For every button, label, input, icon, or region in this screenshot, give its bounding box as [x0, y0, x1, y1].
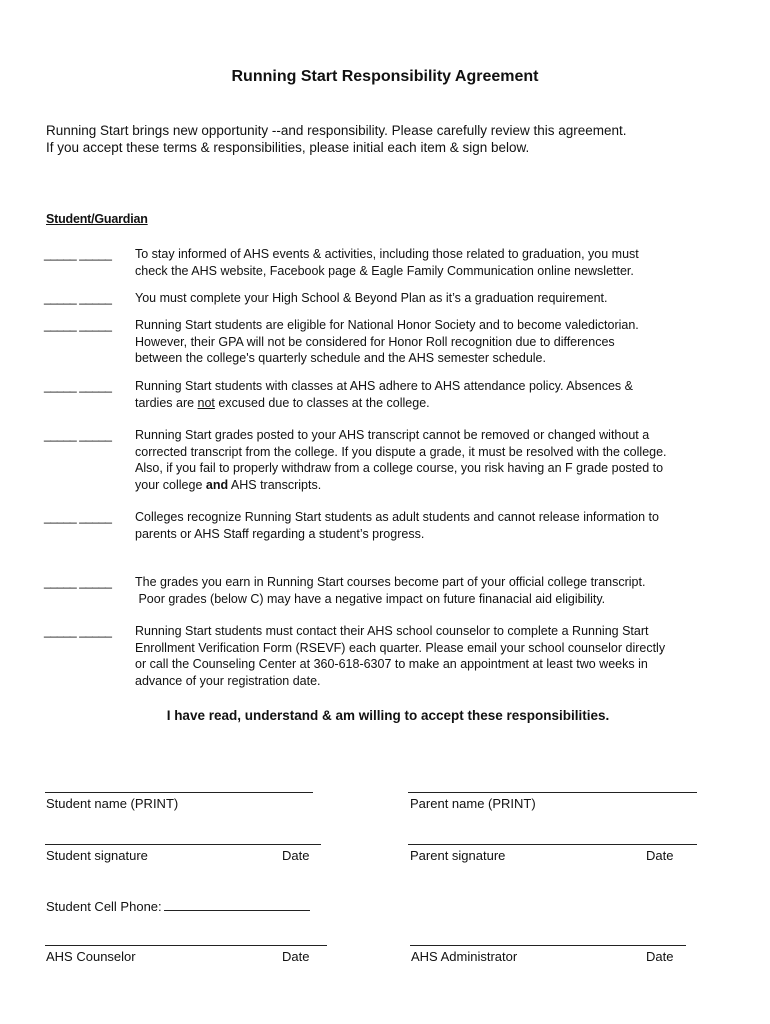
item-text-segment: AHS transcripts.	[228, 477, 322, 492]
student-cell-phone-row	[46, 898, 310, 914]
item-line: Running Start grades posted to your AHS transcript cannot be removed or changed without a	[135, 428, 650, 442]
initials-blank[interactable]: _____ _____	[44, 624, 112, 638]
initials-blank[interactable]: _____ _____	[44, 428, 112, 442]
ahs-counselor-label: AHS Counselor	[46, 949, 136, 964]
initials-blank[interactable]: _____ _____	[44, 291, 112, 305]
item-line: check the AHS website, Facebook page & Eagle Family Communication online newsletter.	[135, 263, 634, 278]
student-signature-label: Student signature	[46, 848, 148, 863]
parent-signature-line[interactable]	[408, 844, 697, 845]
item-line: or call the Counseling Center at 360-618-6307 to make an appointment at least two weeks in	[135, 657, 648, 672]
ahs-counselor-line[interactable]	[45, 945, 327, 946]
item-line: parents or AHS Staff regarding a student’s progress.	[135, 526, 425, 541]
intro-paragraph	[46, 122, 746, 156]
item-line: advance of your registration date.	[135, 673, 321, 688]
administrator-date-label: Date	[646, 949, 674, 964]
item-text	[135, 317, 735, 367]
underlined-word: not	[197, 395, 215, 410]
item-line	[135, 395, 735, 412]
item-text-segment: excused due to classes at the college.	[214, 395, 430, 410]
item-text	[135, 427, 735, 493]
section-heading-student-guardian: Student/Guardian	[46, 212, 148, 226]
intro-line-2: If you accept these terms & responsibilities, please initial each item & sign below.	[46, 140, 530, 155]
item-line: You must complete your High School & Beyond Plan as it’s a graduation requirement.	[135, 291, 608, 305]
item-line: However, their GPA will not be considered for Honor Roll recognition due to differences	[135, 334, 615, 349]
parent-signature-label: Parent signature	[410, 848, 506, 863]
student-cell-phone-field[interactable]	[164, 898, 310, 911]
item-line: Colleges recognize Running Start students as adult students and cannot release information to	[135, 510, 659, 524]
item-text-segment: tardies are	[135, 395, 198, 410]
acceptance-statement: I have read, understand & am willing to accept these responsibilities.	[166, 708, 610, 723]
item-text	[135, 574, 735, 607]
student-name-label: Student name (PRINT)	[46, 796, 179, 811]
item-line: Running Start students with classes at AHS adhere to AHS attendance policy. Absences &	[135, 379, 633, 393]
ahs-administrator-label: AHS Administrator	[411, 949, 518, 964]
parent-date-label: Date	[646, 848, 674, 863]
item-line: between the college's quarterly schedule and the AHS semester schedule.	[135, 351, 546, 366]
parent-name-line[interactable]	[408, 792, 697, 793]
item-line: Running Start students are eligible for National Honor Society and to become valedictorian.	[135, 318, 639, 332]
intro-line-1: Running Start brings new opportunity --and responsibility. Please carefully review this agreement.	[46, 123, 627, 138]
initials-blank[interactable]: _____ _____	[44, 379, 112, 393]
item-line: The grades you earn in Running Start courses become part of your official college transcript.	[135, 575, 646, 589]
item-line: corrected transcript from the college. If you dispute a grade, it must be resolved with the college.	[135, 444, 667, 459]
initials-blank[interactable]: _____ _____	[44, 247, 112, 261]
initials-blank[interactable]: _____ _____	[44, 510, 112, 524]
student-cell-phone-label: Student Cell Phone:	[46, 899, 162, 914]
ahs-administrator-line[interactable]	[410, 945, 686, 946]
item-line: Also, if you fail to properly withdraw from a college course, you risk having an F grade posted to	[135, 461, 664, 476]
item-text	[135, 246, 735, 279]
item-line: To stay informed of AHS events & activities, including those related to graduation, you must	[135, 247, 639, 261]
item-line: Enrollment Verification Form (RSEVF) each quarter. Please email your school counselor directly	[135, 640, 666, 655]
item-line: Running Start students must contact their AHS school counselor to complete a Running Start	[135, 624, 649, 638]
item-text	[135, 509, 735, 542]
initials-blank[interactable]: _____ _____	[44, 575, 112, 589]
initials-blank[interactable]: _____ _____	[44, 318, 112, 332]
student-name-line[interactable]	[45, 792, 313, 793]
item-line	[135, 477, 735, 494]
document-title: Running Start Responsibility Agreement	[231, 68, 539, 85]
item-text	[135, 378, 735, 411]
item-text	[135, 623, 735, 689]
item-text	[135, 290, 735, 307]
student-date-label: Date	[282, 848, 310, 863]
item-line: Poor grades (below C) may have a negative impact on future finanacial aid eligibility.	[135, 591, 606, 606]
item-text-segment: your college	[135, 477, 206, 492]
student-signature-line[interactable]	[45, 844, 321, 845]
parent-name-label: Parent name (PRINT)	[410, 796, 536, 811]
counselor-date-label: Date	[282, 949, 310, 964]
bold-word: and	[205, 477, 229, 492]
